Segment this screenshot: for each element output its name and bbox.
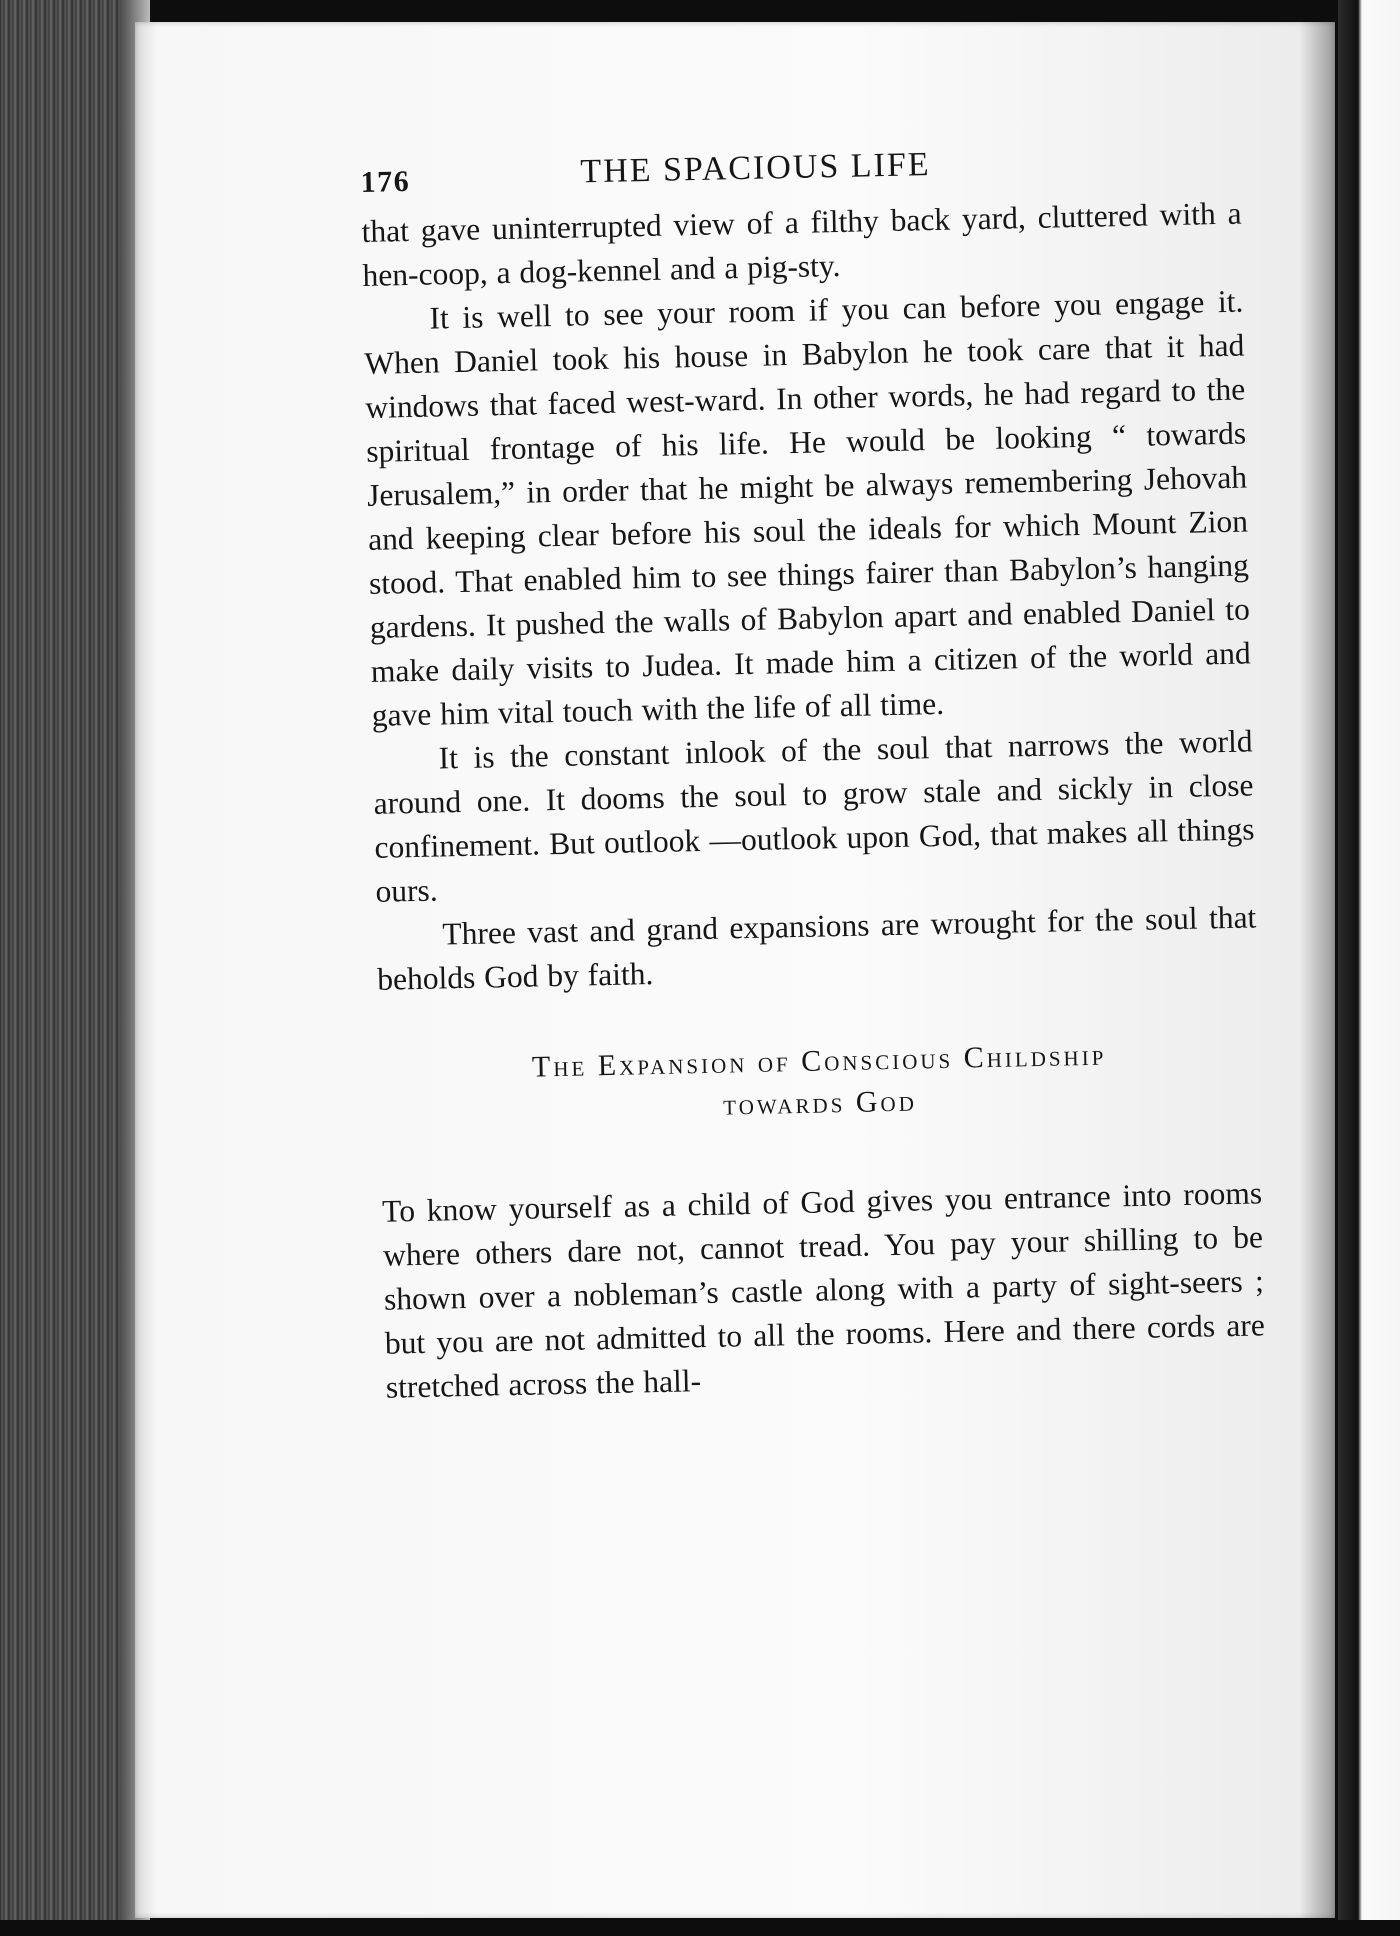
paragraph-expansions: Three vast and grand expansions are wrought for the soul that beholds God by faith.: [376, 899, 1257, 997]
paragraph-daniel: It is well to see your room if you can before you engage it. When Daniel took his house in Babylon he took care that it had windows that faced west-ward. In other words, he had regard to the spiritual frontage of his life. He would be looking “ towards Jerusalem,” in order that he might be always remembering Jehovah and keeping clear before his soul the ideals for which Mount Zion stood. That enabled him to see things fairer than Babylon’s hanging gardens. It pushed the walls of Babylon apart and enabled Daniel to make daily visits to Judea. It made him a citizen of the world and gave him vital touch with the life of all time.: [364, 283, 1252, 733]
book-page-edges: [0, 0, 150, 1936]
running-title: THE SPACIOUS LIFE: [580, 146, 931, 191]
section-heading-line-1: The Expansion of Conscious Childship: [531, 1038, 1107, 1084]
book-page: [135, 22, 1335, 1918]
paragraph-continuation: that gave uninterrupted view of a filthy back yard, cluttered with a hen-coop, a dog-kennel and a pig-sty.: [361, 195, 1242, 293]
page-number: 176: [360, 164, 411, 199]
section-heading: [379, 1031, 1261, 1133]
paragraph-inlook: It is the constant inlook of the soul that narrows the world around one. It dooms the soul to grow stale and sickly in close confinement. But outlook —outlook upon God, that makes all things ours.: [373, 723, 1255, 909]
book-binding-edge: [1338, 0, 1400, 1936]
section-body-paragraph: To know yourself as a child of God gives you entrance into rooms where others dare not, cannot tread. You pay your shilling to be shown over a nobleman’s castle along with a party of sight-seers ; but you are not admitted to all the rooms. Here and there cords are stretched across the hall-: [381, 1175, 1266, 1405]
bottom-shadow: [0, 1920, 1400, 1936]
text-block: [360, 134, 1266, 1410]
section-heading-line-2: towards God: [722, 1084, 918, 1122]
